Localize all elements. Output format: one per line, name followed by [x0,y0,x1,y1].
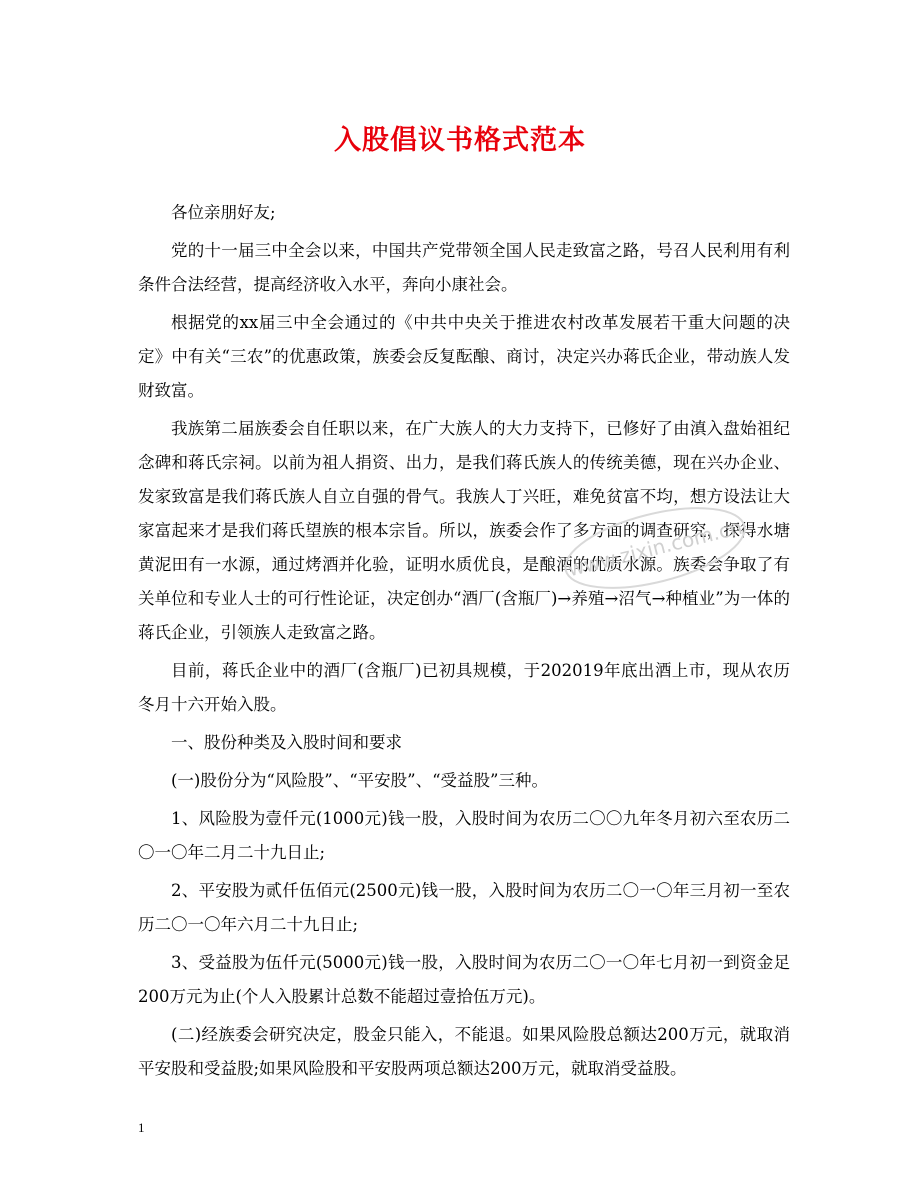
list-item-2: 2、平安股为贰仟伍佰元(2500元)钱一股，入股时间为农历二〇一〇年三月初一至农历二〇一〇年六月二十九日止; [138,881,790,934]
paragraph-1: 党的十一届三中全会以来，中国共产党带领全国人民走致富之路，号召人民利用有利条件合法经营，提高经济收入水平，奔向小康社会。 [138,241,790,294]
document-title: 入股倡议书格式范本 [334,125,586,156]
list-item-3: 3、受益股为伍仟元(5000元)钱一股，入股时间为农历二〇一〇年七月初一到资金足200万元为止(个人入股累计总数不能超过壹拾伍万元)。 [138,953,790,1006]
paragraph-2: 根据党的xx届三中全会通过的《中共中央关于推进农村改革发展若干重大问题的决定》中有关“三农”的优惠政策，族委会反复酝酿、商讨，决定兴办蒋氏企业，带动族人发财致富。 [138,313,790,400]
paragraph-salutation: 各位亲朋好友; [171,203,276,222]
page-number: 1 [138,1120,145,1135]
paragraph-4: 目前，蒋氏企业中的酒厂(含瓶厂)已初具规模，于202019年底出酒上市，现从农历冬月十六开始入股。 [138,661,790,714]
list-item-1: 1、风险股为壹仟元(1000元)钱一股，入股时间为农历二〇〇九年冬月初六至农历二〇一〇年二月二十九日止; [138,809,790,862]
paragraph-10: (二)经族委会研究决定，股金只能入，不能退。如果风险股总额达200万元，就取消平安股和受益股;如果风险股和平安股两项总额达200万元，就取消受益股。 [138,1025,790,1078]
paragraph-6: (一)股份分为“风险股”、“平安股”、“受益股”三种。 [171,771,548,790]
watermark-text: www.zixin.com.cn [565,514,745,582]
document-body [138,196,790,1086]
paragraph-3: 我族第二届族委会自任职以来，在广大族人的大力支持下，已修好了由滇入盘始祖纪念碑和蒋氏宗祠。以前为祖人捐资、出力，是我们蒋氏族人的传统美德，现在兴办企业、发家致富是我们蒋氏族人自立自强的骨气。我族人丁兴旺，难免贫富不均，想方设法让大家富起来才是我们蒋氏望族的根本宗旨。所以，族委会作了多方面的调查研究，探得水塘黄泥田有一水源，通过烤酒并化验，证明水质优良，是酿酒的优质水源。族委会争取了有关单位和专业人士的可行性论证，决定创办“酒厂(含瓶厂)→养殖→沼气→种植业”为一体的蒋氏企业，引领族人走致富之路。 [138,419,790,642]
section-heading-1: 一、股份种类及入股时间和要求 [171,733,402,752]
